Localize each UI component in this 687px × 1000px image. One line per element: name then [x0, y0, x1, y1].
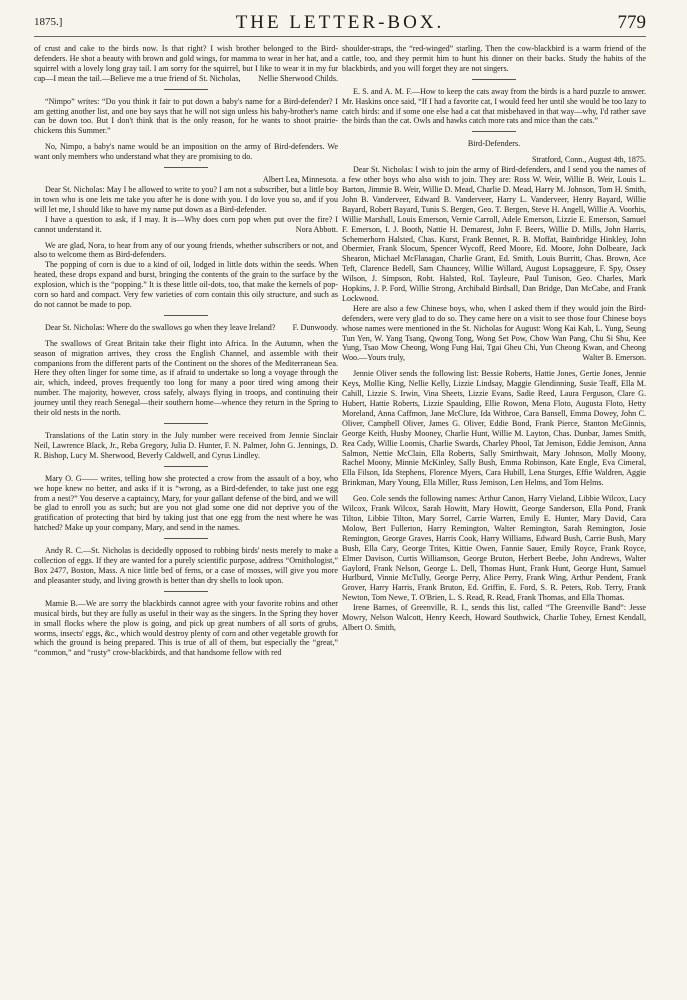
letter-paragraph: I have a question to ask, if I may. It is—Why does corn pop when put over the fire? I cannot understand it. Nora Abbott.: [34, 214, 338, 234]
letter-paragraph: Dear St. Nicholas: I wish to join the army of Bird-defenders, and I send you the names of a few other boys who also wish to join. They are: Ross W. Weir, Willie B. Weir, Louis L. Barton, Jimmie B. Weir, Willie D. Mead, Charlie D. Mead, Harry M. Johnson, Tom H. Smith, John B. Vanderveer, Edward B. Vanderveer, Harry L. Vanderveer, Henry Bayard, Willie Bayard, Robert Bayard, Tunis S. Bergen, Geo. T. Bergen, Steve H. Angell, Willie A. Voorhis, Willie Marshall, Louis Emerson, Vernie Carroll, Adele Emerson, Lizzie E. Emerson, Samuel F. Emerson, I. J. Booth, Nattie H. Demarest, John F. Beers, Willie D. Mills, John Harris, Schemerhorn Halsted, Chas. Kurst, Frank Bennet, R. B. Moffat, Bainbridge Hinkley, John Obermier, Frank Slocum, Spencer Wycoff, Reed Moore, Ed. Moore, John Dolbeare, Jack Shearon, Michael McFlanagan, Charlie Grant, Ed. Smith, Louis Burritt, Chas. Brown, Ace Teft, Clarence Bedell, Sam Chauncey, Willie Willard, August Lopsaggeure, F. Spy, Ossey Wilson, J. Simpson, Robt. Halsted, Rol. Tayleure, Paul Tunison, Geo. Charles, Mark Hopkins, J. P. Ford, Willie Strong, Archibald Birdsall, Dan Bridge, Dan McCabe, and Frank Lockwood.: [342, 165, 646, 303]
right-column: [342, 44, 646, 633]
section-rule: [164, 538, 208, 539]
letter-paragraph: of crust and cake to the birds now. Is that right? I wish brother belonged to the Bird-defenders. He shot a beauty with brown and gold wings, for mamma to wear in her hat, and a squirrel with a lovely long gray tail. I am sorry for the squirrel, but I like to wear it in my fur cap—I mean the tail.—Believe me a true friend of St. Nicholas, Nellie Sherwood Childs.: [34, 44, 338, 83]
section-rule: [164, 466, 208, 467]
letter-place: Albert Lea, Minnesota.: [262, 175, 338, 185]
letter-paragraph: Here are also a few Chinese boys, who, when I asked them if they would join the Bird-defenders, were very glad to do so. They came here on a visit to see those four Chinese boys whose names were mentioned in the St. Nicholas for August: Wong Kai Kah, L. Yung, Seung Tun Yen, W. Yang Tsang, Qwong Tong, Wong Set Pow, Chow Wan Pang, Chu Si Shu, Kee Yung, Tsao Mow Cheong, Wong Fung Hai, Tgai Gheu Chi, Yun Cheong Kwan, and Cheong Woo.—Yours truly, Walter B. Emerson.: [342, 303, 646, 363]
letter-paragraph: Dear St. Nicholas: May I be allowed to write to you? I am not a subscriber, but a little boy in town who is one lets me take you after he is done with you. I do love you so, and if you will let me, I should like to have my name put down as a Bird-defender.: [34, 184, 338, 214]
left-column: [34, 44, 338, 658]
reply-paragraph: Mary O. G—— writes, telling how she protected a crow from the assault of a boy, who we hope knew no better, and asks if it is “wrong, as a Bird-defender, to take just one egg from a nest?” You deserve a captaincy, Mary, for your gallant defense of the bird, and we will be glad to enroll you as such; but are you not glad some one did not deprive you of the gratification of protecting that bird by taking just that one egg from the nest where he was hatched? Make up your company, Mary, and send in the names.: [34, 473, 338, 533]
page-title: THE LETTER-BOX.: [235, 12, 445, 33]
letter-signature: Nora Abbott.: [295, 224, 338, 234]
section-rule: [472, 79, 516, 80]
letter-signature: Walter B. Emerson.: [582, 353, 646, 363]
reply-paragraph: No, Nimpo, a baby's name would be an imposition on the army of Bird-defenders. We want only members who understand what they are promising to do.: [34, 142, 338, 162]
reply-paragraph: shoulder-straps, the “red-winged” starling. Then the cow-blackbird is a warm friend of the cattle, too, and they permit him to hunt his dinner on their backs. Study the habits of the blackbirds, and you will forget they are not singers.: [342, 44, 646, 73]
section-rule: [164, 591, 208, 592]
reply-paragraph: E. S. and A. M. F.—How to keep the cats away from the birds is a hard puzzle to answer. Mr. Haskins once said, “If I had a favorite cat, I would feed her until she would be too lazy to catch birds: and if some one else had a cat that misbehaved in that way—why, I'd rather save the birds than the cat. Owls and hawks catch more rats and mice than the cats.”: [342, 86, 646, 126]
reply-paragraph: Andy R. C.—St. Nicholas is decidedly opposed to robbing birds' nests merely to make a collection of eggs. If they are wanted for a purely scientific purpose, address “Ornithologist,” Box 2477, Boston, Mass. A nice little bed of ferns, or a case of mosses, will give you more and pleasanter study, and living growth is better than dry shells to look upon.: [34, 546, 338, 585]
letter-signature: F. Dunwoody.: [292, 322, 338, 332]
reply-paragraph: The swallows of Great Britain take their flight into Africa. In the Autumn, when the season of migration arrives, they cross the English Channel, and assemble with their companions from the different parts of the Continent on the shores of the Mediterranean Sea. Here they often linger for some time, as if afraid to undertake so long a voyage through the air, which, indeed, proves frequently too long for many a poor tired wing among their number. The majority, however, cross safely, always flying in troops, and continuing their journey until they reach Senegal—their southern home—whence they return in the Spring to their old nests in the north.: [34, 338, 338, 418]
reply-paragraph: The popping of corn is due to a kind of oil, lodged in little dots within the seeds. When heated, these drops expand and burst, bringing the contents of the grain to the surface by the explosion, which is the “popping.” It is these little oil-dots, too, that make the kernels of pop-corn so hard and compact. Very few varieties of corn contain this oily structure, and such as do not cannot be made to pop.: [34, 260, 338, 309]
reply-paragraph: We are glad, Nora, to hear from any of our young friends, whether subscribers or not, and also to welcome them as Bird-defenders.: [34, 240, 338, 260]
letter-paragraph: “Nimpo” writes: “Do you think it fair to put down a baby's name for a Bird-defender? I am getting another list, and one boy says that he will not sign unless his baby-brother's name can be down too. But I don't think that is the only reason, for he wants to shoot prairie-chickens this Summer.”: [34, 96, 338, 136]
name-list-paragraph: Jennie Oliver sends the following list: Bessie Roberts, Hattie Jones, Gertie Jones, Jennie Keys, Mollie King, Nellie Kelly, Lizzie Lindsay, Maggie Glendinning, Susie Teaff, Ella M. Cahill, Lizzie S. Irwin, Vina Sheets, Lizzie Evans, Sadie Reed, Laura Ferguson, Clare G. Hubert, Hattie Roberts, Lizzie Spaulding, Ellie Rowon, Mena Floto, Augusta Floto, Hetty Moreland, Anna Caffmon, Jane McClure, Ida Withroe, Cara Bansell, Emma Dowey, John C. Oliver, Campbell Oliver, James G. Oliver, Eddie Bond, Frank Pierce, Stanton McGinnis, George Keith, Husby Mooney, Charlie Hunt, Willie M. Layton, Chas. Dunbar, James Smith, Rea Cady, Willie Loomis, Charlie Swards, Charley Phool, Tat Jemison, Eddie Jemison, Anna Salmon, Nettie McClain, Ella Roberts, Sally Smirthwait, Mary Johnson, Molly Moony, Rachel Moony, Minnie McKinley, Sally Bush, Emma Robinson, Kate Engle, Eva Cimeral, Ella Filson, Ida Stephens, Florence Myers, Cara Hubill, Lena Sturges, Effie Waldren, Aggie Brinkman, Mary Young, Ella Miller, Russ Jemison, Len Helms, and Tom Helms.: [342, 369, 646, 488]
running-header: [34, 12, 646, 37]
section-rule: [164, 89, 208, 90]
header-date: 1875.]: [34, 16, 63, 28]
section-rule: [164, 315, 208, 316]
reply-paragraph: Mamie B.—We are sorry the blackbirds cannot agree with your favorite robins and other musical birds, but they are fully as useful in their way as the singers. In the Spring they hover in small flocks where the plow is going, and pick up great numbers of all sorts of grubs, worms, insects' eggs, &c., which would destroy plenty of corn and other vegetable growth for which the ground is being prepared. This is true of all of them, but especially the “great,” “common,” and “rusty” crow-blackbirds, and that handsome fellow with red: [34, 598, 338, 658]
section-rule: [164, 423, 208, 424]
section-heading: Bird-Defenders.: [467, 139, 521, 149]
letter-signature: Nellie Sherwood Childs.: [258, 73, 338, 83]
translations-paragraph: Translations of the Latin story in the July number were received from Jennie Sinclair Neil, Lawrence Black, Jr., Reba Gregory, Julia D. Hunter, F. N. Palmer, John G. Jennings, D. R. Bishop, Lucy M. Sherwood, Beverly Caldwell, and Cyrus Lindley.: [34, 431, 338, 460]
page-number: 779: [617, 12, 646, 33]
letter-place: Stratford, Conn., August 4th, 1875.: [532, 155, 646, 165]
section-rule: [472, 131, 516, 132]
section-rule: [164, 167, 208, 168]
name-list-paragraph: Geo. Cole sends the following names: Arthur Canon, Harry Vieland, Libbie Wilcox, Lucy Wilcox, Frank Wilcox, Sarah Howitt, Mary Howitt, George Sanderson, Ella Pond, Frank Tilton, Libbie Tilton, Mary Sorrel, Carrie Warren, Emily E. Hunter, Mary David, Cara Molow, Bert Fullerton, Harry Remington, Walter Remington, Sarah Remington, Josie Remington, George Graves, Harris Cook, Harry Williams, Edward Bush, Carrie Bush, Mary Bush, Ella Cary, George Trites, Kittie Owen, Fannie Sauer, Emily Royce, Frank Royce, Elmer Davison, Curtis Williamson, George Bruton, Herbert Beebe, John Andrews, Walter Gaylord, Frank Nelson, George L. Dell, Thomas Hunt, Frank Hunt, George Hunt, Samuel Hurlburd, Vinnie McTully, George Perry, Alice Perry, Frank Wing, Arthur Pendent, Frank Grover, Harry Harris, Frank Bruton, Ed. Griffin, E. Ford, S. R. Peters, Rob. Terry, Frank Newton, Tom Newe, T. O'Brien, L. S. Read, R. Read, Frank Thomas, and Ella Thomas.: [342, 494, 646, 603]
name-list-paragraph: Irene Barnes, of Greenville, R. I., sends this list, called “The Greenville Band”: Jesse Mowry, Nelson Walcott, Henry Keech, Howard Southwick, Charlie Tobey, Ernest Kendall, Albert O. Smith,: [342, 603, 646, 632]
letter-paragraph: Dear St. Nicholas: Where do the swallows go when they leave Ireland? F. Dunwoody.: [45, 322, 338, 332]
